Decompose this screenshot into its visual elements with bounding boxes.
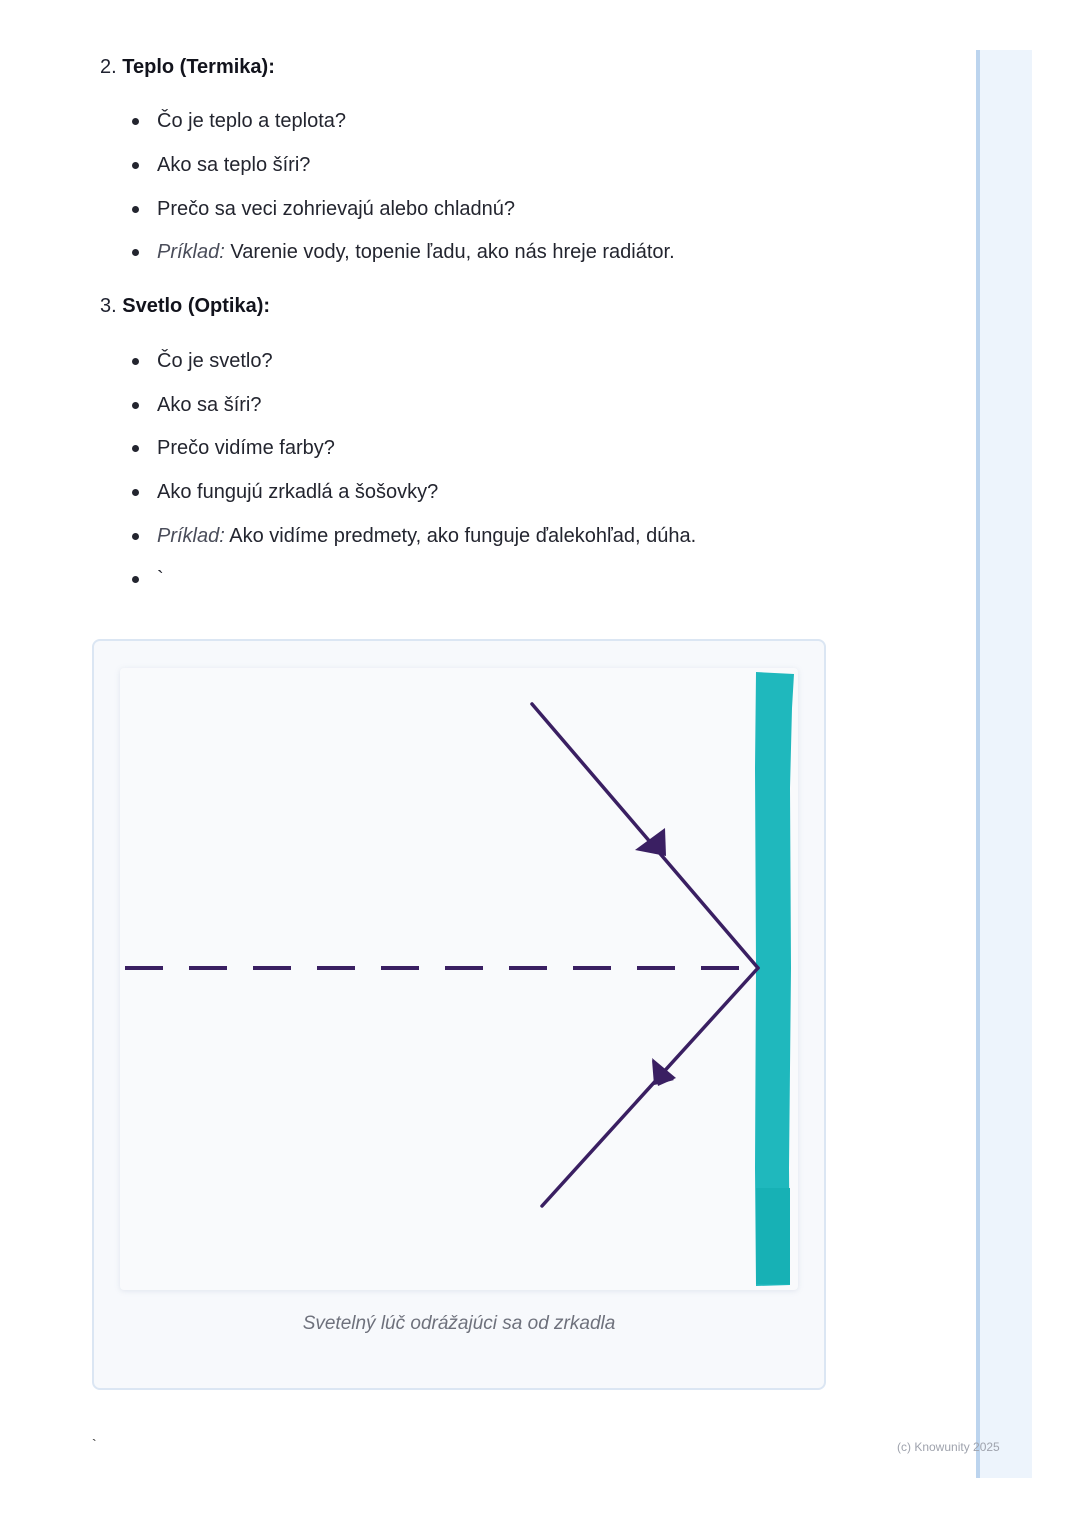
section-number: 2. xyxy=(100,56,117,78)
item-text: Ako fungujú zrkadlá a šošovky? xyxy=(157,481,439,503)
reflected-ray xyxy=(542,968,758,1206)
bullet-icon xyxy=(132,118,139,125)
item-text: ` xyxy=(157,568,164,590)
stray-mark: ` xyxy=(92,1436,97,1452)
item-text: Prečo vidíme farby? xyxy=(157,437,335,459)
bullet-icon xyxy=(132,162,139,169)
bullet-icon xyxy=(132,489,139,496)
item-text: Prečo sa veci zohrievajú alebo chladnú? xyxy=(157,198,515,220)
section-heading-svetlo xyxy=(100,293,270,319)
item-text: Ako vidíme predmety, ako funguje ďalekohľad, dúha. xyxy=(224,525,697,547)
item-text: Ako sa šíri? xyxy=(157,394,262,416)
bullet-icon xyxy=(132,533,139,540)
bullet-icon xyxy=(132,249,139,256)
bullet-icon xyxy=(132,445,139,452)
example-label: Príklad: xyxy=(157,525,225,547)
section-number: 3. xyxy=(100,295,117,317)
mirror-reflection-icon xyxy=(120,668,798,1290)
section-title: Teplo (Termika): xyxy=(122,56,275,78)
bullet-icon xyxy=(132,358,139,365)
copyright-footer: (c) Knowunity 2025 xyxy=(897,1440,1000,1454)
bullet-icon xyxy=(132,206,139,213)
figure-caption: Svetelný lúč odrážajúci sa od zrkadla xyxy=(302,1313,616,1334)
item-text: Čo je svetlo? xyxy=(157,350,273,372)
section-title: Svetlo (Optika): xyxy=(122,295,271,317)
bullet-icon xyxy=(132,402,139,409)
mirror-reflection-diagram xyxy=(120,668,798,1290)
bullet-icon xyxy=(132,576,139,583)
section-heading-teplo xyxy=(100,54,275,80)
item-text: Čo je teplo a teplota? xyxy=(157,110,347,132)
item-text: Ako sa teplo šíri? xyxy=(157,154,311,176)
side-panel-strip xyxy=(976,50,1032,1478)
incident-ray xyxy=(532,704,758,968)
item-text: Varenie vody, topenie ľadu, ako nás hreje radiátor. xyxy=(224,241,675,263)
example-label: Príklad: xyxy=(157,241,225,263)
